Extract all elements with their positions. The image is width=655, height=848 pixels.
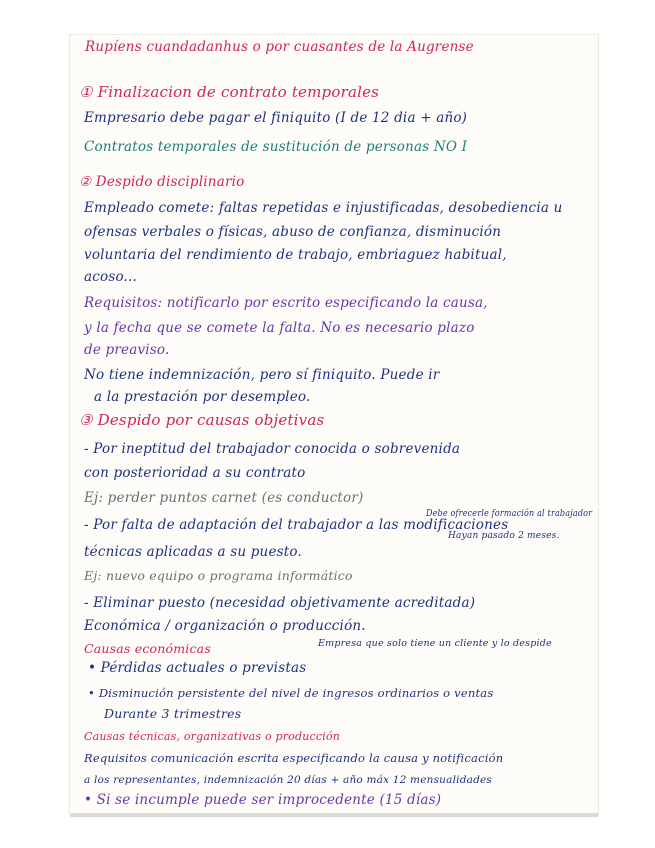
note-line: a la prestación por desempleo. (94, 389, 311, 405)
page-bottom-edge (70, 813, 598, 817)
section-1-heading: ① Finalizacion de contrato temporales (79, 83, 380, 101)
note-line: y la fecha que se comete la falta. No es necesario plazo (84, 320, 475, 336)
margin-note: Empresa que solo tiene un cliente y lo despide (318, 638, 552, 649)
page-heading: Rupíens cuandadanhus o por cuasantes de la Augrense (85, 39, 474, 55)
note-line: Económica / organización o producción. (84, 618, 366, 634)
subheading: Causas técnicas, organizativas o producción (84, 730, 341, 743)
margin-note: Hayan pasado 2 meses. (448, 531, 560, 541)
note-line: No tiene indemnización, pero sí finiquito. Puede ir (84, 367, 440, 383)
note-line: Empleado comete: faltas repetidas e injustificadas, desobediencia u (84, 200, 563, 216)
note-line: acoso... (84, 269, 138, 285)
note-line: Durante 3 trimestres (104, 706, 242, 721)
note-line: Requisitos comunicación escrita especificando la causa y notificación (84, 751, 504, 765)
margin-note: Debe ofrecerle formación al trabajador (426, 509, 593, 519)
note-line: con posterioridad a su contrato (84, 465, 306, 481)
note-line: técnicas aplicadas a su puesto. (84, 544, 302, 560)
note-line: - Por ineptitud del trabajador conocida o sobrevenida (84, 441, 461, 457)
note-line: - Eliminar puesto (necesidad objetivamente acreditada) (84, 595, 476, 611)
note-line: - Por falta de adaptación del trabajador a las modificaciones (84, 517, 509, 533)
note-line: ofensas verbales o físicas, abuso de confianza, disminución (84, 224, 502, 240)
bullet-line: • Si se incumple puede ser improcedente (15 días) (84, 792, 442, 808)
example-line: Ej: perder puntos carnet (es conductor) (84, 490, 364, 506)
note-line: voluntaria del rendimiento de trabajo, embriaguez habitual, (84, 247, 507, 263)
note-line: a los representantes, indemnización 20 días + año máx 12 mensualidades (84, 774, 493, 786)
section-2-heading: ② Despido disciplinario (79, 174, 245, 190)
example-line: Ej: nuevo equipo o programa informático (84, 568, 353, 583)
notebook-page (70, 35, 598, 813)
note-line: Empresario debe pagar el finiquito (I de 12 dia + año) (84, 110, 468, 126)
subheading: Causas económicas (84, 641, 211, 656)
bullet-line: • Pérdidas actuales o previstas (88, 660, 307, 676)
note-line: Requisitos: notificarlo por escrito especificando la causa, (84, 295, 488, 311)
section-3-heading: ③ Despido por causas objetivas (79, 411, 325, 429)
note-line: Contratos temporales de sustitución de personas NO I (84, 139, 468, 155)
bullet-line: • Disminución persistente del nivel de ingresos ordinarios o ventas (88, 686, 494, 700)
note-line: de preaviso. (84, 342, 170, 358)
